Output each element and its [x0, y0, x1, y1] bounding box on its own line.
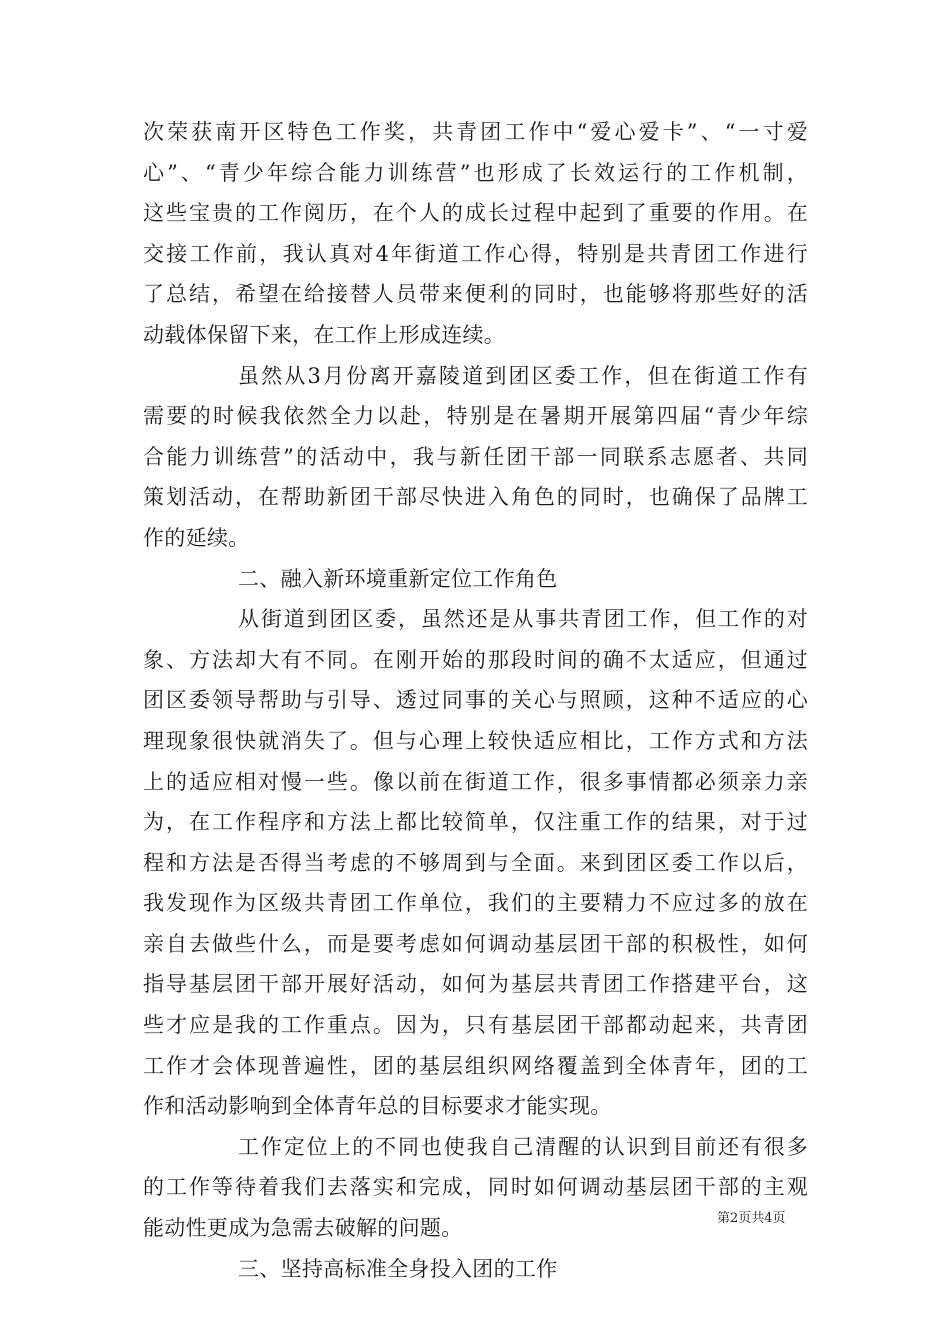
section-heading: 二、融入新环境重新定位工作角色	[238, 566, 558, 591]
paragraph-start-line: 工作定位上的不同也使我自己清醒的认识到目前还有很多	[238, 1134, 808, 1159]
text-line: 些才应是我的工作重点。因为，只有基层团干部都动起来，共青团	[143, 1013, 808, 1038]
text-line: 作的延续。	[143, 525, 250, 550]
text-line: 工作才会体现普遍性，团的基层组织网络覆盖到全体青年，团的工	[143, 1053, 808, 1078]
document-page	[143, 112, 808, 1289]
text-line: 亲自去做些什么，而是要考虑如何调动基层团干部的积极性，如何	[143, 931, 808, 956]
text-line: 理现象很快就消失了。但与心理上较快适应相比，工作方式和方法	[143, 728, 808, 753]
text-line: 为，在工作程序和方法上都比较简单，仅注重工作的结果，对于过	[143, 810, 808, 835]
page-number-footer: 第2页共4页	[717, 1211, 786, 1226]
text-line: 的工作等待着我们去落实和完成，同时如何调动基层团干部的主观	[143, 1175, 808, 1200]
text-line: 需要的时候我依然全力以赴，特别是在暑期开展第四届“青少年综	[143, 404, 808, 429]
text-line: 象、方法却大有不同。在刚开始的那段时间的确不太适应，但通过	[143, 647, 808, 672]
text-line: 指导基层团干部开展好活动，如何为基层共青团工作搭建平台，这	[143, 972, 808, 997]
text-line: 这些宝贵的工作阅历，在个人的成长过程中起到了重要的作用。在	[143, 201, 808, 226]
text-line: 次荣获南开区特色工作奖，共青团工作中“爱心爱卡”、“一寸爱	[143, 120, 808, 144]
text-line: 团区委领导帮助与引导、透过同事的关心与照顾，这种不适应的心	[143, 688, 808, 713]
paragraph-start-line: 从街道到团区委，虽然还是从事共青团工作，但工作的对	[238, 607, 808, 632]
section-heading: 三、坚持高标准全身投入团的工作	[238, 1256, 558, 1281]
text-line: 合能力训练营”的活动中，我与新任团干部一同联系志愿者、共同	[143, 444, 808, 469]
text-line: 作和活动影响到全体青年总的目标要求才能实现。	[143, 1094, 612, 1119]
text-line: 了总结，希望在给接替人员带来便利的同时，也能够将那些好的活	[143, 282, 808, 307]
text-line: 我发现作为区级共青团工作单位，我们的主要精力不应过多的放在	[143, 891, 808, 916]
text-line: 上的适应相对慢一些。像以前在街道工作，很多事情都必须亲力亲	[143, 769, 808, 794]
text-line: 心”、“青少年综合能力训练营”也形成了长效运行的工作机制，	[143, 160, 808, 185]
text-line: 能动性更成为急需去破解的问题。	[143, 1216, 463, 1241]
text-line: 策划活动，在帮助新团干部尽快进入角色的同时，也确保了品牌工	[143, 485, 808, 510]
text-line: 交接工作前，我认真对4年街道工作心得，特别是共青团工作进行	[143, 241, 808, 266]
paragraph-start-line: 虽然从3月份离开嘉陵道到团区委工作，但在街道工作有	[238, 363, 808, 388]
text-line: 程和方法是否得当考虑的不够周到与全面。来到团区委工作以后，	[143, 850, 808, 875]
text-line: 动载体保留下来，在工作上形成连续。	[143, 322, 506, 347]
